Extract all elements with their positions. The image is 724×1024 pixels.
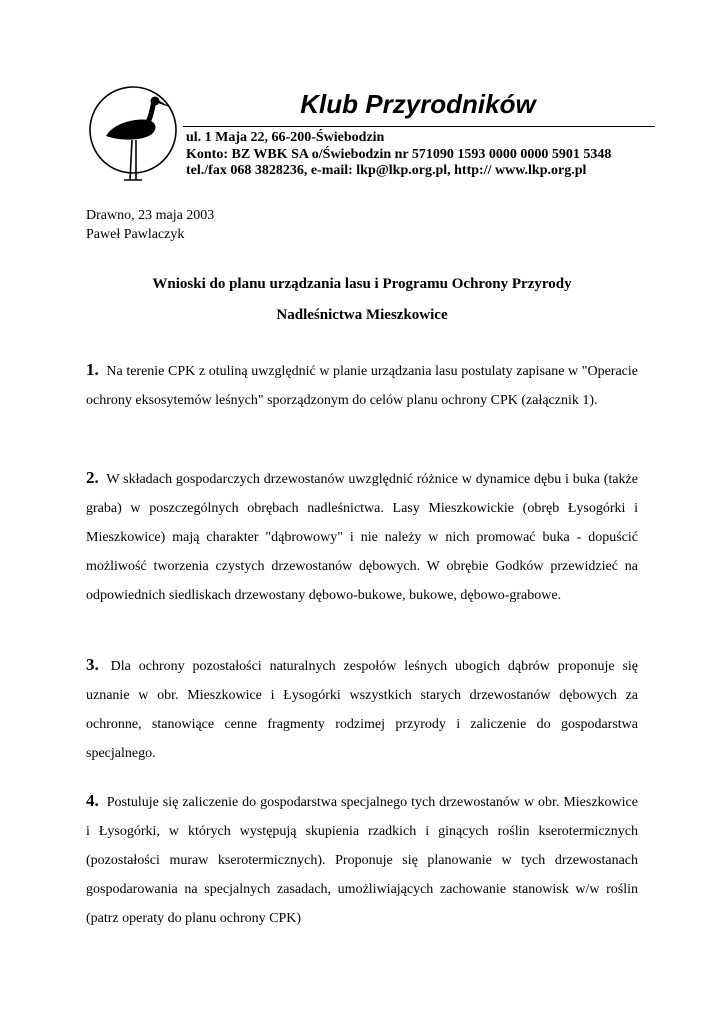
account-line: Konto: BZ WBK SA o/Świebodzin nr 571090 1593 0000 0000 5901 5348: [186, 147, 612, 162]
point-text: Dla ochrony pozostałości naturalnych zespołów leśnych ubogich dąbrów proponuje się uznanie w obr. Mieszkowice i Łysogórki wszystkich starych drzewostanów dębowych za ochronne, stanowiące cenne fragmenty rodzimej przyrody i zaliczenie do gospodarstwa specjalnego.: [86, 659, 639, 761]
header-divider: [183, 126, 655, 127]
address-line: ul. 1 Maja 22, 66-200-Świebodzin: [186, 130, 385, 145]
point-text: Postuluje się zaliczenie do gospodarstwa specjalnego tych drzewostanów w obr. Mieszkowice i Łysogórki, w których występują skupienia rzadkich i ginących roślin kserotermicznych (pozostałości muraw kserotermicznych). Proponuje się planowanie w tych drzewostanach gospodarowania na specjalnych zasadach, umożliwiających zachowanie stanowisk w/w roślin (patrz operaty do planu ochrony CPK): [86, 795, 638, 926]
point-number: 3.: [86, 655, 99, 674]
place-date: Drawno, 23 maja 2003: [86, 208, 215, 223]
point-3: [86, 650, 638, 768]
point-number: 1.: [86, 360, 99, 379]
document-title-line-2: Nadleśnictwa Mieszkowice: [276, 307, 448, 323]
point-text: W składach gospodarczych drzewostanów uwzględnić różnice w dynamice dębu i buka (także graba) w poszczególnych obrębach nadleśnictwa. Lasy Mieszkowickie (obręb Łysogórki i Mieszkowice) mają charakter "dąbrowowy" i nie należy w nich promować buka - dopuścić możliwość tworzenia czystych drzewostanów dębowych. W obrębie Godków przewidzieć na odpowiednich siedliskach drzewostany dębowo-bukowe, bukowe, dębowo-grabowe.: [86, 472, 638, 603]
stork-logo-icon: [86, 84, 180, 184]
contact-line: tel./fax 068 3828236, e-mail: lkp@lkp.org.pl, http:// www.lkp.org.pl: [186, 163, 587, 178]
point-1: [86, 355, 638, 415]
document-title-line-1: Wnioski do planu urządzania lasu i Programu Ochrony Przyrody: [152, 276, 572, 292]
point-2: [86, 463, 638, 610]
point-text: Na terenie CPK z otuliną uwzględnić w planie urządzania lasu postulaty zapisane w "Operacie ochrony eksosytemów leśnych" sporządzonym do celów planu ochrony CPK (załącznik 1).: [86, 364, 638, 408]
author-name: Paweł Pawlaczyk: [86, 227, 185, 242]
point-number: 2.: [86, 468, 99, 487]
point-number: 4.: [86, 791, 99, 810]
point-4: [86, 786, 638, 933]
club-name: Klub Przyrodników: [300, 89, 536, 119]
